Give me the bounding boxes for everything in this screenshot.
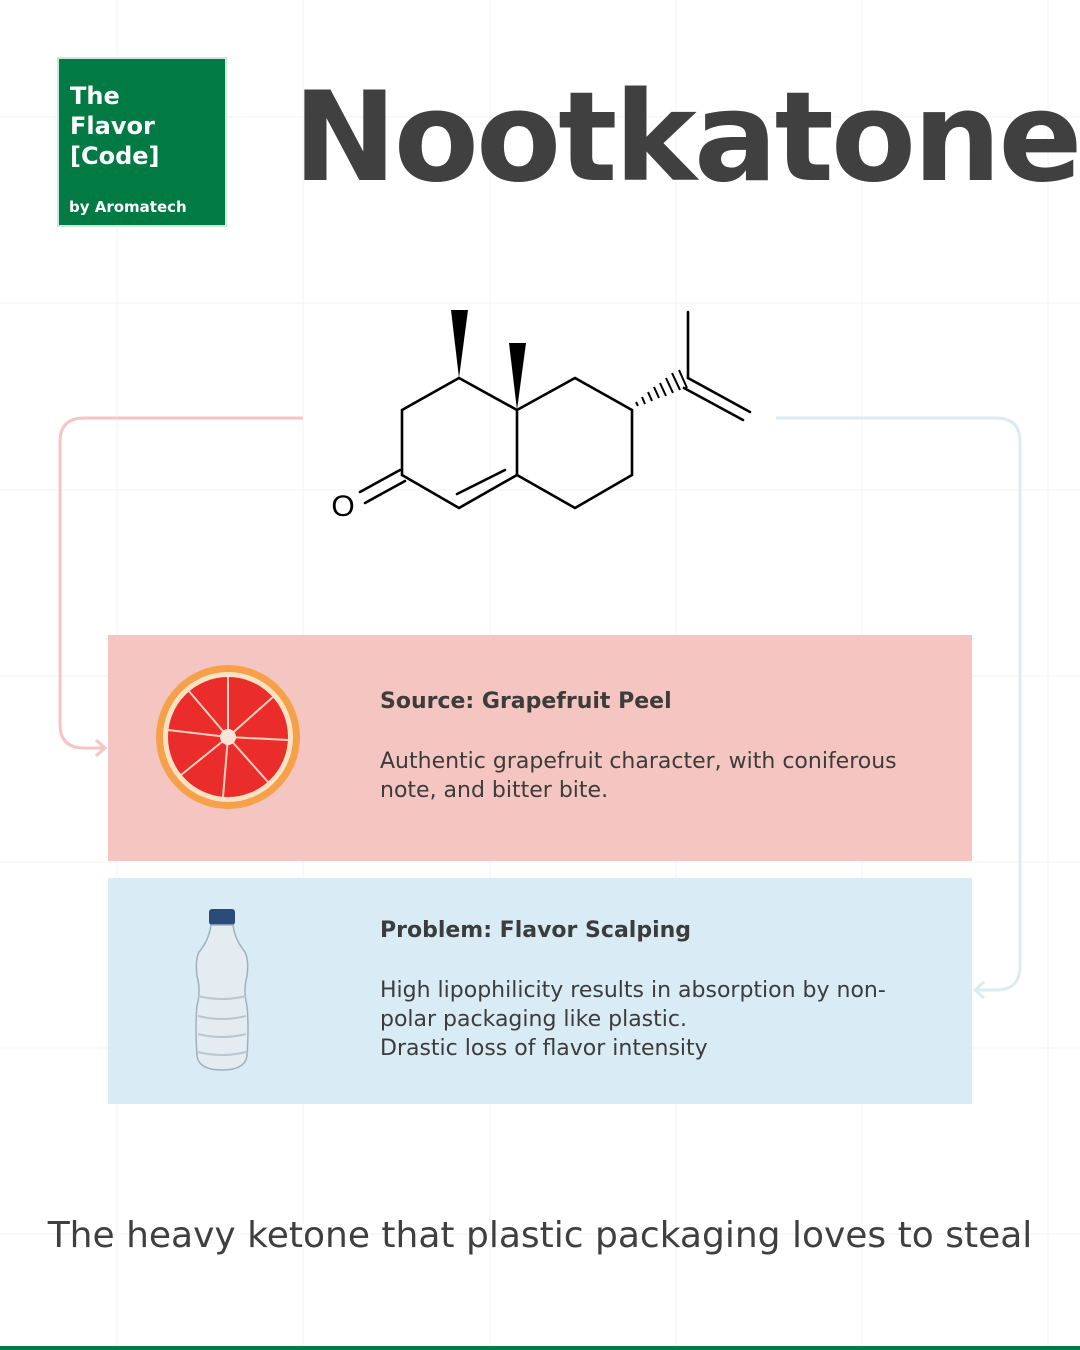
source-description: Authentic grapefruit character, with coniferous note, and bitter bite. [380,749,897,803]
logo-byline: by Aromatech [69,198,187,216]
plastic-bottle-icon [183,906,263,1076]
problem-consequence: Drastic loss of flavor intensity [380,1036,708,1061]
oxygen-label: O [331,490,355,523]
source-heading: Source: Grapefruit Peel [380,689,672,714]
problem-card [108,878,972,1104]
logo-line: Flavor [70,112,155,140]
tagline: The heavy ketone that plastic packaging loves to steal [47,1215,1033,1256]
problem-heading: Problem: Flavor Scalping [380,918,692,943]
problem-description: High lipophilicity results in absorption by non-polar packaging like plastic. [380,978,886,1032]
logo-line: The [70,82,120,110]
page-title: Nootkatone [293,66,1080,210]
bottom-brand-bar [0,1346,1080,1350]
grapefruit-icon [153,660,313,820]
source-card [108,635,972,861]
logo-line: [Code] [70,142,160,170]
